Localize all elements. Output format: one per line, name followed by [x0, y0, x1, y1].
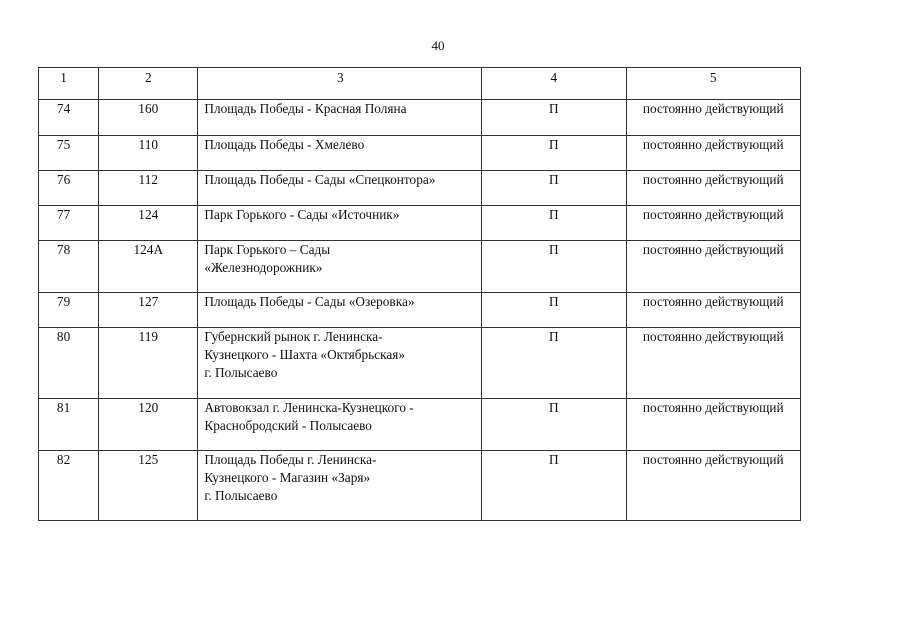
operation-mode-cell: постоянно действующий	[626, 451, 800, 521]
route-name-line: Площадь Победы - Сады «Спецконтора»	[204, 172, 436, 187]
route-number-cell: 112	[99, 171, 198, 206]
route-name-cell	[198, 100, 482, 136]
table-row	[39, 171, 801, 206]
table-row	[39, 241, 801, 293]
operation-mode-cell: постоянно действующий	[626, 206, 800, 241]
route-number-cell: 124	[99, 206, 198, 241]
route-name-line: Площадь Победы - Красная Поляна	[204, 101, 407, 116]
table-header-row	[39, 68, 801, 100]
operation-mode-cell: постоянно действующий	[626, 136, 800, 171]
operation-mode-cell: постоянно действующий	[626, 293, 800, 328]
row-number-cell: 75	[39, 136, 99, 171]
route-name-line: Парк Горького - Сады «Источник»	[204, 207, 400, 222]
route-name-line: «Железнодорожник»	[204, 260, 323, 275]
row-number-cell: 80	[39, 328, 99, 399]
operation-mode-cell: постоянно действующий	[626, 241, 800, 293]
header-col-4: 4	[482, 68, 626, 100]
table-row	[39, 328, 801, 399]
row-number-cell: 77	[39, 206, 99, 241]
header-col-2: 2	[99, 68, 198, 100]
route-number-cell: 120	[99, 399, 198, 451]
route-number-cell: 119	[99, 328, 198, 399]
table-row	[39, 399, 801, 451]
route-number-cell: 110	[99, 136, 198, 171]
route-name-line: Кузнецкого - Магазин «Заря»	[204, 470, 371, 485]
route-name-line: Кузнецкого - Шахта «Октябрьская»	[204, 347, 406, 362]
route-name-cell	[198, 399, 482, 451]
route-type-cell: П	[482, 100, 626, 136]
row-number-cell: 82	[39, 451, 99, 521]
route-type-cell: П	[482, 293, 626, 328]
table-row	[39, 451, 801, 521]
route-name-cell	[198, 241, 482, 293]
row-number-cell: 81	[39, 399, 99, 451]
route-name-line: г. Полысаево	[204, 488, 278, 503]
route-name-line: Краснобродский - Полысаево	[204, 418, 372, 433]
route-name-line: Площадь Победы - Хмелево	[204, 137, 365, 152]
page-number: 40	[431, 38, 445, 53]
route-name-cell	[198, 136, 482, 171]
route-number-cell: 160	[99, 100, 198, 136]
row-number-cell: 74	[39, 100, 99, 136]
route-name-line: г. Полысаево	[204, 365, 278, 380]
header-col-1: 1	[39, 68, 99, 100]
route-name-cell	[198, 293, 482, 328]
route-type-cell: П	[482, 399, 626, 451]
operation-mode-cell: постоянно действующий	[626, 399, 800, 451]
route-type-cell: П	[482, 328, 626, 399]
table-row	[39, 136, 801, 171]
route-name-cell	[198, 328, 482, 399]
header-col-3: 3	[198, 68, 482, 100]
route-name-line: Площадь Победы г. Ленинска-	[204, 452, 377, 467]
route-name-cell	[198, 451, 482, 521]
operation-mode-cell: постоянно действующий	[626, 171, 800, 206]
row-number-cell: 79	[39, 293, 99, 328]
table-row	[39, 293, 801, 328]
table-row	[39, 206, 801, 241]
route-name-cell	[198, 171, 482, 206]
route-name-line: Губернский рынок г. Ленинска-	[204, 329, 383, 344]
route-name-line: Парк Горького – Сады	[204, 242, 331, 257]
routes-table	[38, 67, 801, 521]
route-type-cell: П	[482, 451, 626, 521]
table-row	[39, 100, 801, 136]
row-number-cell: 78	[39, 241, 99, 293]
route-type-cell: П	[482, 206, 626, 241]
route-name-line: Площадь Победы - Сады «Озеровка»	[204, 294, 415, 309]
route-type-cell: П	[482, 136, 626, 171]
route-number-cell: 127	[99, 293, 198, 328]
route-type-cell: П	[482, 171, 626, 206]
row-number-cell: 76	[39, 171, 99, 206]
route-name-line: Автовокзал г. Ленинска-Кузнецкого -	[204, 400, 414, 415]
route-number-cell: 124А	[99, 241, 198, 293]
header-col-5: 5	[626, 68, 800, 100]
route-number-cell: 125	[99, 451, 198, 521]
route-name-cell	[198, 206, 482, 241]
operation-mode-cell: постоянно действующий	[626, 100, 800, 136]
operation-mode-cell: постоянно действующий	[626, 328, 800, 399]
route-type-cell: П	[482, 241, 626, 293]
